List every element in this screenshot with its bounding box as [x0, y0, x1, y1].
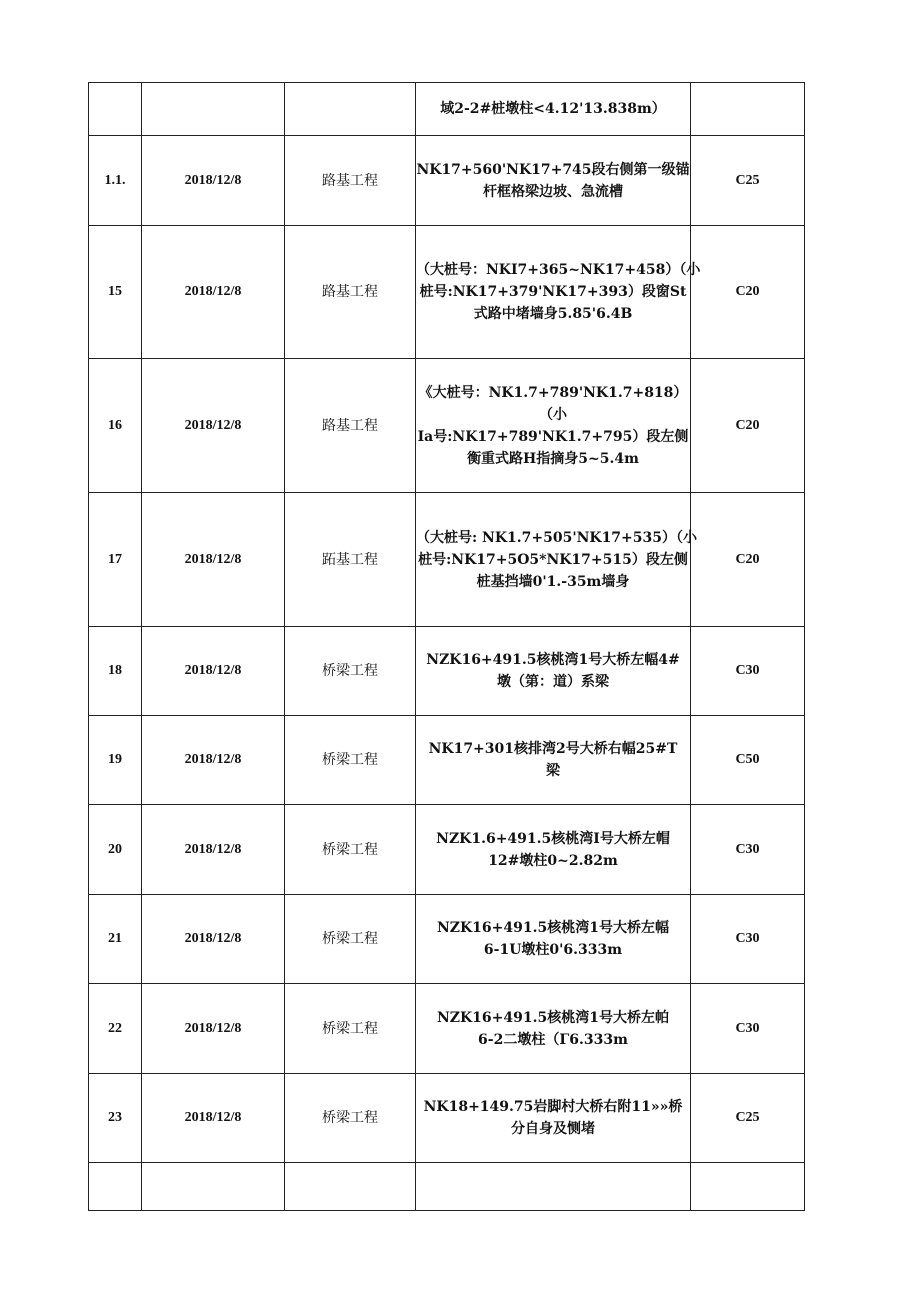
category-cell: 跖基工程 [285, 493, 416, 627]
category-cell: 桥梁工程 [285, 1074, 416, 1163]
row-number-cell: 17 [89, 493, 142, 627]
description-cell [416, 493, 698, 627]
description-cell [416, 136, 691, 226]
description-line: （大桩号: NK1.7+505'NK17+535）（小 [416, 529, 698, 546]
concrete-grade-cell: C30 [691, 984, 805, 1074]
category-cell [285, 1163, 416, 1211]
date-cell: 2018/12/8 [142, 627, 285, 716]
date-cell: 2018/12/8 [142, 493, 285, 627]
table-body [89, 83, 805, 1211]
category-cell: 路基工程 [285, 359, 416, 493]
concrete-grade-cell: C30 [691, 627, 805, 716]
category-cell [285, 83, 416, 136]
record-table [88, 82, 805, 1211]
description-line: 桩号:NK17+5O5*NK17+515）段左侧 [418, 551, 688, 568]
description-line: NZK16+491.5核桃湾1号大桥左幅4# [426, 652, 680, 668]
date-cell: 2018/12/8 [142, 716, 285, 805]
description-line: （大桩号：NKI7+365~NK17+458）（小 [416, 262, 701, 278]
description-line: NK18+149.75岩脚村大桥右附11»»桥 [423, 1099, 683, 1115]
row-number-cell: 20 [89, 805, 142, 895]
row-number-cell [89, 1163, 142, 1211]
description-line: 墩（第：道）系梁 [497, 674, 609, 690]
category-cell: 桥梁工程 [285, 895, 416, 984]
row-number-cell: 19 [89, 716, 142, 805]
table-row [89, 493, 805, 627]
row-number-cell: 22 [89, 984, 142, 1074]
table-row [89, 984, 805, 1074]
description-cell [416, 716, 691, 805]
description-cell [416, 1074, 691, 1163]
description-line: （小 [539, 406, 567, 423]
description-line: NZK16+491.5核桃湾1号大桥左帕 [437, 1009, 669, 1026]
description-line: 梁 [546, 763, 560, 779]
date-cell: 2018/12/8 [142, 226, 285, 359]
date-cell: 2018/12/8 [142, 895, 285, 984]
table-row [89, 895, 805, 984]
date-cell: 2018/12/8 [142, 984, 285, 1074]
category-cell: 桥梁工程 [285, 627, 416, 716]
description-cell [416, 1163, 691, 1211]
table-row [89, 136, 805, 226]
description-line: NK17+560'NK17+745段右侧第一级锚 [416, 161, 690, 178]
description-line: 衡重式路H指摘身5~5.4m [467, 450, 639, 467]
row-number-cell [89, 83, 142, 136]
description-line: 《大桩号：NK1.7+789'NK1.7+818） [418, 384, 688, 401]
description-line: 分自身及恻堵 [511, 1121, 595, 1137]
concrete-grade-cell: C30 [691, 895, 805, 984]
table-row [89, 627, 805, 716]
description-cell [416, 984, 691, 1074]
description-line: Ia号:NK17+789'NK1.7+795）段左侧 [417, 428, 689, 445]
description-cell [416, 83, 691, 136]
description-line: NZK1.6+491.5核桃湾I号大桥左帽 [436, 830, 670, 847]
description-line: 式路中堵墙身5.85'6.4B [473, 306, 633, 322]
description-cell [416, 805, 691, 895]
table-row [89, 83, 805, 136]
description-line: NK17+301核排湾2号大桥右幅25#T [428, 741, 678, 757]
table-row [89, 359, 805, 493]
description-line: 桩号:NK17+379'NK17+393）段窗St [419, 284, 687, 300]
date-cell: 2018/12/8 [142, 805, 285, 895]
table-row [89, 1074, 805, 1163]
description-cell [416, 226, 701, 359]
concrete-grade-cell [691, 83, 805, 136]
category-cell: 桥梁工程 [285, 984, 416, 1074]
row-number-cell: 16 [89, 359, 142, 493]
description-line: 6-1U墩柱0'6.333m [483, 942, 623, 958]
date-cell: 2018/12/8 [142, 1074, 285, 1163]
row-number-cell: 1.1. [89, 136, 142, 226]
description-line: NZK16+491.5核桃湾1号大桥左幅 [437, 920, 669, 936]
description-line: 6-2二墩柱（Γ6.333m [478, 1031, 628, 1048]
concrete-grade-cell: C30 [691, 805, 805, 895]
concrete-grade-cell: C20 [691, 359, 805, 493]
row-number-cell: 18 [89, 627, 142, 716]
category-cell: 路基工程 [285, 136, 416, 226]
concrete-grade-cell: C50 [691, 716, 805, 805]
description-line: 桩基挡墙0'1.-35m墙身 [476, 573, 630, 590]
category-cell: 路基工程 [285, 226, 416, 359]
description-line: 域2-2#桩墩柱<4.12'13.838m） [440, 101, 666, 117]
table-row [89, 716, 805, 805]
row-number-cell: 23 [89, 1074, 142, 1163]
date-cell [142, 83, 285, 136]
table-row [89, 1163, 805, 1211]
description-cell [416, 895, 691, 984]
date-cell [142, 1163, 285, 1211]
category-cell: 桥梁工程 [285, 805, 416, 895]
table-row [89, 226, 805, 359]
concrete-grade-cell [691, 1163, 805, 1211]
concrete-grade-cell: C20 [691, 493, 805, 627]
row-number-cell: 21 [89, 895, 142, 984]
date-cell: 2018/12/8 [142, 136, 285, 226]
description-cell [416, 627, 691, 716]
description-line: 杆框格梁边坡、急流槽 [483, 183, 623, 200]
concrete-grade-cell: C25 [691, 136, 805, 226]
category-cell: 桥梁工程 [285, 716, 416, 805]
concrete-grade-cell: C25 [691, 1074, 805, 1163]
description-cell [416, 359, 691, 493]
table-row [89, 805, 805, 895]
concrete-grade-cell: C20 [691, 226, 805, 359]
date-cell: 2018/12/8 [142, 359, 285, 493]
description-line: 12#墩柱0~2.82m [488, 852, 618, 869]
row-number-cell: 15 [89, 226, 142, 359]
